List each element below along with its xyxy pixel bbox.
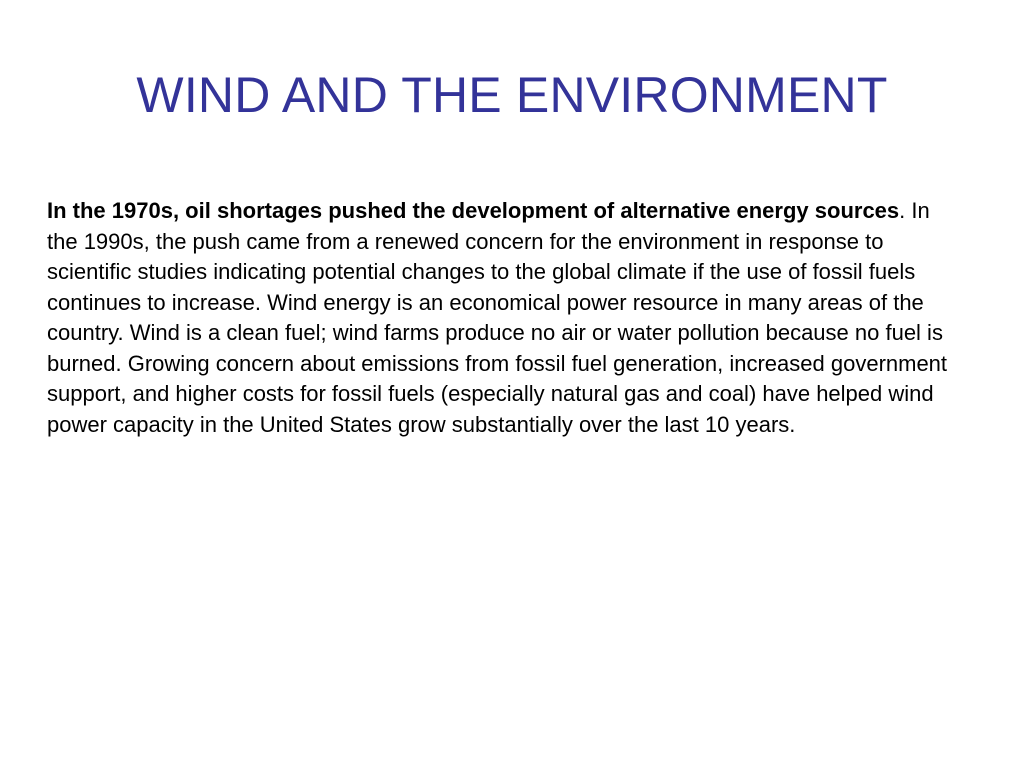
slide-body-text: [47, 196, 965, 440]
body-lead-text: In the 1970s, oil shortages pushed the development of alternative energy sources: [47, 198, 900, 223]
body-rest-text: . In the 1990s, the push came from a renewed concern for the environment in response to scientific studies indicating potential changes to the global climate if the use of fossil fuels continues to increase. Wind energy is an economical power resource in many areas of the country. Wind is a clean fuel; wind farms produce no air or water pollution because no fuel is burned. Growing concern about emissions from fossil fuel generation, increased government support, and higher costs for fossil fuels (especially natural gas and coal) have helped wind power capacity in the United States grow substantially over the last 10 years.: [47, 198, 948, 437]
slide-title: WIND AND THE ENVIRONMENT: [136, 67, 888, 123]
